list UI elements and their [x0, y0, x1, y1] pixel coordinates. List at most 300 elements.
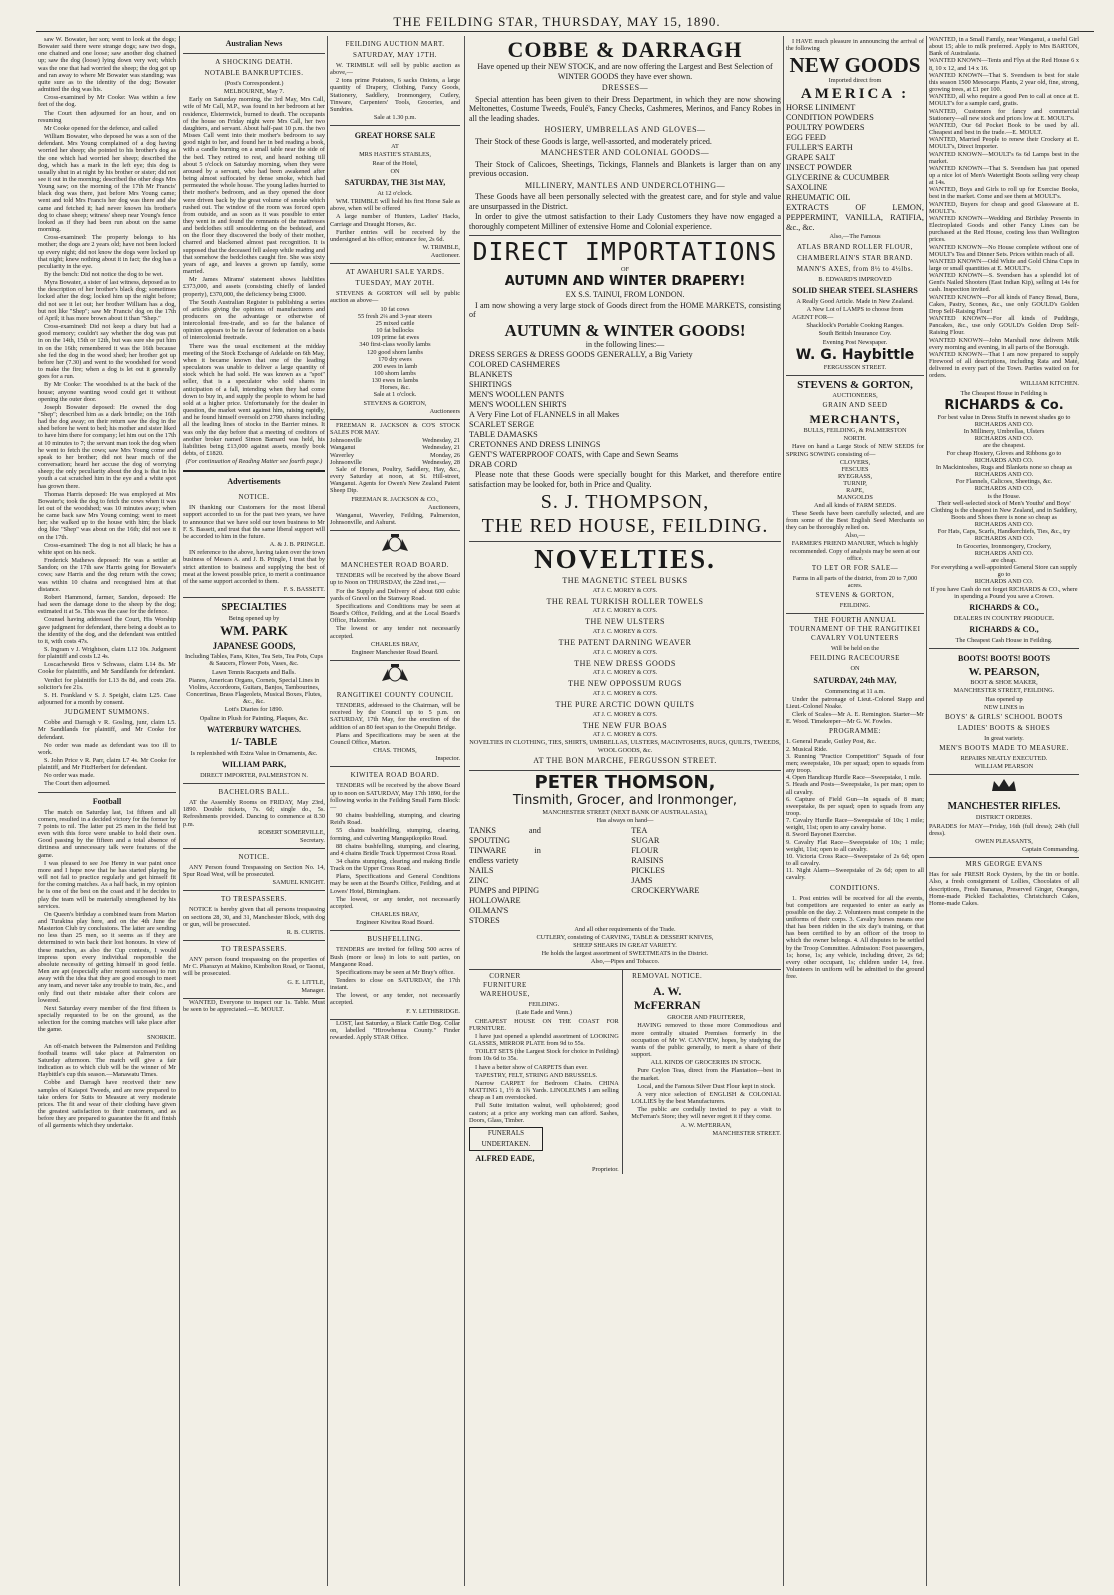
paragraph: S. Ingram v J. Wrightson, claim L12 10s. Judgment for plaintiff and costs L2 4s. — [38, 645, 176, 661]
stock-item: 170 dry ewes — [378, 355, 412, 363]
ad-signature: Auctioneers — [429, 407, 460, 415]
ad-text: PARADES for MAY—Friday, 16th (full dress); 24th (full dress). — [929, 822, 1079, 837]
goods-item: FLOUR — [631, 845, 659, 855]
ad-subheading: MANCHESTER AND COLONIAL GOODS— — [540, 148, 710, 157]
ad-signature: Manager. — [301, 986, 325, 994]
ad-name: W. PEARSON, — [968, 666, 1040, 679]
stock-item: 100 shorn lambs — [374, 370, 416, 377]
column-4-display-ads — [469, 36, 781, 1584]
novelty-seller: AT J. C. MOREY & CO'S. — [592, 670, 658, 677]
wanted-ad: WANTED, Boys and Girls to roll up for Exercise Books, best in the market. Come and see them at MOULT's. — [929, 186, 1079, 201]
ad-text: Further entries will be received by the undersigned at his office; entrance fee, 2s 6d. — [330, 228, 460, 243]
bottom-two-ads — [469, 970, 781, 1174]
ad-subheading: MANN'S AXES, from 8½ to 4½lbs. — [796, 264, 914, 273]
byline: SNORKIE. — [147, 1034, 176, 1042]
paragraph: Robert Hammond, farmer, Sandon, deposed: He had seen the damage done to the sheep by the dog; estimated it at 5s. This was the case for the defence. — [38, 593, 176, 616]
ad-text: DISTRICT ORDERS. — [975, 814, 1033, 822]
ad-subheading: SATURDAY, 24th MAY, — [813, 675, 897, 685]
dateline: MELBOURNE, May 7. — [223, 88, 285, 96]
ad-text: NORTH. — [843, 435, 867, 443]
programme-event: 2. Musical Ride. — [786, 745, 828, 753]
ad-text: The lowest, or any tender, not necessarily accepted. — [330, 992, 460, 1007]
coat-of-arms-icon — [330, 533, 460, 555]
ad-signature: CHARLES BRAY, — [371, 640, 419, 648]
goods-item: MEN'S WOOLLEN SHIRTS — [469, 400, 567, 410]
advert-trespassers — [183, 891, 325, 941]
coat-of-arms-icon — [330, 663, 460, 685]
sale-place: Waverley — [330, 451, 354, 459]
goods-item: SHIRTINGS — [469, 380, 512, 390]
crown-emblem-icon — [929, 777, 1079, 795]
ad-text: Commencing at 11 a.m. — [824, 687, 886, 695]
ad-text: He holds the largest assortment of SWEETMEATS in the District. — [541, 950, 709, 957]
ad-text: Will be held on the — [830, 645, 879, 653]
ad-text: Under the patronage of Lieut.-Colonel Stapp and Lieut.-Colonel Noake. — [786, 695, 924, 710]
ad-text: 55 chains bushfelling, stumping, clearing, forming, and culverting Mangapikopiko Road. — [330, 827, 460, 842]
ad-heading: KIWITEA ROAD BOARD. — [350, 771, 440, 780]
novelty-seller: AT J. C. MOREY & CO'S. — [592, 649, 658, 656]
goods-item: HORSE LINIMENT — [786, 103, 856, 113]
advert-specialties — [183, 598, 325, 784]
ad-text: Evening Post Newspaper. — [822, 338, 888, 346]
column-divider — [926, 36, 927, 1586]
ad-text: And all other requirements of the Trade. — [574, 925, 676, 933]
goods-item: ZINC — [469, 875, 489, 885]
ad-text: Pure Ceylon Teas, direct from the Plantation—best in the market. — [631, 1067, 781, 1082]
ad-text: 88 chains bushfelling, stumping, and clearing, and 4 chains Bridle Track Uppermost Cross Road. — [330, 842, 460, 857]
ad-subtitle: AUTUMN & WINTER GOODS! — [504, 320, 746, 340]
advert-rangitikei-council — [330, 687, 460, 767]
ad-signature: Captain Commanding. — [1021, 846, 1079, 854]
ad-text: CHEAPEST HOUSE ON THE COAST FOR FURNITURE. — [469, 1017, 619, 1032]
ad-subheading: SATURDAY, MAY 17TH. — [352, 51, 438, 59]
paragraph: By Mr Cooke: The woodshed is at the back of the house; anyone wanting wood could get it without opening the outer door. — [38, 381, 176, 403]
ad-text: Sale of Horses, Poultry, Saddlery, Hay, &c., every Saturday at noon, at St. Hill-street, Wanganui. Agents for Owen's New Zealand Patent Sheep Dip. — [330, 465, 460, 495]
paragraph: Early on Saturday morning, the 3rd May, Mrs Call, wife of Mr Call, M.P., was found in her bedroom at her residence, Elsternwick, burned to death. The occupants of the house on Friday night were Mrs Call, her two daughters, and servant. About half-past 10 p.m. the two Misses Call went into their mother's bedroom to say good night to her, and found her in bed reading a book, with a candle burning on a small table near the side of the bed. They retired to rest, and heard nothing till about 5 o'clock on Saturday morning, when they were aroused by a servant, who had been awakened after being almost suffocated by dense smoke, which had permeated the whole house. The young ladies hurried to their mother's bedroom, and as they opened the door were driven back by the great volume of smoke which rushed out. The window of the room was forced open from outside, and as soon as it was possible to enter they went in and found the remnants of the mattresses and bedclothes still smouldering on the bedstead, and on the floor they discovered the body of their mother, charred and blackened almost past recognition. It is supposed that the deceased fell asleep while reading and that somehow the bedclothes caught fire. She was sixty years of age, and leaves a grown up family, some married. — [183, 96, 325, 276]
ad-signature: STEVENS & GORTON, — [363, 399, 427, 407]
richards-line: RICHARDS AND CO. — [974, 471, 1034, 479]
ad-text: Pianos, American Organs, Cornets, Special Lines in Violins, Accordeons, Guitars, Banjos, Tambourines, Concertinas, Brass Flageolets, Musical Boxes, Flutes, &c., &c. — [186, 676, 322, 706]
goods-item: RHEUMATIC OIL — [786, 193, 851, 203]
programme-event: 9. Cavalry Flat Race—Sweepstake of 10s; 1 mile; weight, 11st; open to all cavalry. — [786, 838, 924, 853]
advert-kiwitea-road-board — [330, 767, 460, 931]
ad-title: DIRECT IMPORTATIONS — [472, 237, 778, 266]
ad-text: Sale at 1 o'clock. — [373, 391, 417, 399]
ad-text: Has always on hand— — [596, 817, 654, 825]
wanted-ad: WANTED, Married People to renew their Crockery at E. MOULT's, Direct Importer. — [929, 136, 1079, 151]
richards-line: For Flannels, Calicoes, Sheetings, &c. — [955, 478, 1053, 486]
column-divider — [327, 36, 328, 1586]
ad-text: Rear of the Hotel, — [372, 159, 418, 167]
masthead-rule — [36, 31, 1094, 32]
ad-text: 34 chains stumping, clearing and making Bridle Track on the Upper Cross Road. — [330, 857, 460, 873]
stock-item: Horses, &c. — [380, 384, 410, 392]
ad-text: WANTED, Everyone to inspect our 1s. Table. Must be seen to be appreciated.—E. MOULT. — [183, 998, 325, 1013]
ad-text: TAPESTRY, FELT, STRING AND BRUSSELS. — [475, 1071, 598, 1079]
ad-text: SHEEP SHEARS IN GREAT VARIETY. — [573, 941, 677, 949]
masthead: THE FEILDING STAR, THURSDAY, MAY 15, 1890. — [393, 14, 721, 29]
novelty-seller: AT J. C. MOREY & CO'S. — [592, 711, 658, 718]
goods-list — [469, 350, 781, 470]
paragraph: The Court then adjourned for an hour, and on resuming — [38, 109, 176, 124]
paragraph: The Court then adjourned. — [44, 780, 111, 788]
goods-item: JAMS — [631, 875, 653, 885]
ad-signature: W. TRIMBLE, — [422, 243, 460, 251]
goods-item: BLANKETS — [469, 370, 513, 380]
goods-item: PUMPS and PIPING — [469, 885, 540, 895]
ad-text: FARMER'S FRIEND MANURE, Which is highly recommended. Copy of analysis may be seen at our office. — [790, 540, 920, 562]
ad-name: A. W. McFERRAN — [633, 984, 701, 1013]
wanted-ad: WANTED KNOWN—John Marshall now delivers Milk every morning and evening, in all parts of the Borough. — [929, 336, 1079, 351]
paragraph: Thomas Harris deposed: He was employed at Mrs Bowater's; took the dog to fetch the cows when it was let out of the woodshed; was 10 minutes away; when he came back saw Mrs Young coming; went to meet her; she walked up to the house with him; the black dog like "Shep" was about on the 16th; did not see it on the 17th. — [38, 490, 176, 541]
ad-signature: MANCHESTER STREET. — [712, 1129, 781, 1137]
goods-item: SUGAR — [631, 835, 660, 845]
stock-list — [330, 306, 460, 392]
advert-manchester-road-board — [330, 557, 460, 661]
goods-item: OILMAN'S STORES — [469, 905, 509, 925]
column-divider — [464, 36, 465, 1586]
goods-item: PICKLES — [631, 865, 665, 875]
ad-text: BULLS, FEILDING, & PALMERSTON — [803, 427, 907, 435]
ad-heading: NOTICE. — [238, 493, 270, 502]
novelties-list — [469, 576, 781, 739]
advert-bushfelling — [330, 931, 460, 1019]
ad-signature: Engineer Kiwitea Road Board. — [356, 919, 434, 927]
goods-item: GRAPE SALT — [786, 153, 836, 163]
goods-item: FULLER'S EARTH — [786, 143, 853, 153]
novelty-item: THE NEW ULSTERS — [585, 617, 665, 627]
ad-text: Also,— — [845, 532, 865, 540]
goods-item: CRETONNES AND DRESS LININGS — [469, 440, 601, 450]
novelty-seller: AT J. C. MOREY & CO'S. — [592, 608, 658, 615]
ad-title: COBBE & DARRAGH — [507, 37, 743, 62]
ad-text: Has opened up — [985, 695, 1023, 703]
advert-richards — [929, 388, 1079, 650]
seed-item: MANGOLDS — [837, 494, 873, 502]
ad-text: ANY person found trespassing on the properties of Mr C. Pharazyn at Makino, Kimbolton Road, or Taonui, will be prosecuted. — [183, 956, 325, 978]
section-heading: Football — [92, 796, 122, 806]
richards-line: If you have Cash do not forget RICHARDS & CO., where in spending a Pound you save a Crown. — [930, 585, 1078, 600]
ad-text: Sale at 1.30 p.m. — [373, 114, 417, 122]
wanted-ad: WANTED, Buyers for cheap and good Glassware at E. MOULT's. — [929, 200, 1079, 215]
advert-mcferran — [631, 970, 781, 1174]
novelty-seller: AT J. C. MOREY & CO'S. — [592, 732, 658, 739]
ad-text: Clerk of Scales—Mr A. E. Remington. Starter—Mr E. Wood. Timekeeper—Mr G. W. Fowles. — [786, 711, 924, 726]
ad-heading: CORNER FURNITURE WAREHOUSE, — [479, 972, 530, 999]
continuation-note: (For continuation of Reading Matter see fourth page.) — [185, 458, 323, 466]
ad-text: BOOT & SHOE MAKER, — [970, 679, 1038, 687]
ad-text: These Seeds have been carefully selected, and are from some of the Best English Seed Merchants so they can be thoroughly relied on. — [786, 509, 924, 532]
ad-name: RICHARDS & CO., — [969, 602, 1039, 612]
paragraph: Counsel having addressed the Court, His Worship gave judgment for defendant, there being a doubt as to the identity of the dog, and the defendant was entitled to it, with costs 47s. — [38, 616, 176, 645]
goods-item: EXTRACTS OF LEMON, PEPPERMINT, VANILLA, RATIFIA, &c., &c. — [786, 203, 924, 233]
ad-signature: WILLIAM KITCHEN. — [1020, 379, 1079, 387]
ad-text: A New Lot of LAMPS to choose from — [806, 305, 904, 313]
ad-signature: Auctioneer. — [430, 252, 460, 260]
divider — [38, 792, 176, 793]
ad-text: Has for sale FRESH Rock Oysters, by the tin or bottle. Also, a fresh consignment of Lollies, Chocolates of all descriptions, Fresh Bananas, Preserved Ginger, Oranges, Home-made Pickled Eschalottes, Christchurch Cakes, Home-made Cakes. — [929, 871, 1079, 907]
ad-heading: FEILDING AUCTION MART. — [345, 40, 445, 48]
sale-place: Wanganui — [330, 444, 356, 452]
paragraph: There was the usual excitement at the midday meeting of the Stock Exchange of Adelaide on 6th May, when it became known that one of the leading speculators was unable to deliver a large quantity of stock which he had sold. He was known as a "spot" seller, that is a speculator who sold shares in anticipation of a fall, intending when they had come down to buy in, and supply the people to whom he had sold at a higher price. Unfortunately for the dealer in question, the market went against him, raising rapidly, and he found himself oversold on 2790 shares including all the leading lines of stocks in the Barrier mines. It was only the day before that a meeting of creditors of another broker named Simon Barnard was held, his liabilities being £13,000 against assets, mostly book debts, of £1820. — [183, 342, 325, 457]
ad-text: TENDERS will be received by the above Board up to noon on SATURDAY, May 17th 1890, for the following works in the Feilding Small Farm Block:— — [330, 782, 460, 811]
ad-text: Please note that these Goods were specially bought for this Market, and therefore entire satisfaction may be looked for, both in Price and Quality. — [469, 470, 781, 489]
ad-text: Tenders to close on SATURDAY, the 17th instant. — [330, 977, 460, 992]
ad-heading: BUSHFELLING. — [367, 935, 423, 944]
paragraph: The match on Saturday last, 1st fifteen and all comers, resulted in a decided victory for the former by 7 points to nil. The latter put 25 men in the field but even with this force were unable to hold their own. Good passing by the fifteen and a total absence of dirtiness and unnecessary talk were features of the game. — [38, 808, 176, 859]
richards-line: Their well-selected stock of Men's Youths' and Boys' Clothing is the cheapest in New Zealand, and in Saddlery, Boots and Shoes there is none so cheap as — [931, 499, 1077, 521]
ad-heading: 1/- TABLE — [230, 736, 278, 748]
paragraph: Myra Bowater, a sister of last witness, deposed as to the description of her brother's black dog; sometimes locked after the dog; locked him up the night before; did not see it let out; her brother William has a dog, but not like "Shep"; saw Mr Francis' dog on the 17th of April; it has more brown about it than "Shep." — [38, 279, 176, 322]
ad-text: LOST, last Saturday, a Black Cattle Dog. Collar on, labelled "Hirowhenua County." Finder rewarded. Apply STAR Office. — [330, 1019, 460, 1042]
ad-text: ANY Person found Trespassing on Section No. 14, Spur Road West, will be prosecuted. — [183, 863, 325, 879]
richards-lines — [929, 414, 1079, 600]
ad-signature: A. W. McFERRAN, — [680, 1121, 732, 1129]
ad-text: (Late Eade and Venn.) — [515, 1009, 572, 1017]
sale-place: Johnsonville — [330, 458, 362, 466]
novelty-seller: AT J. C. MOREY & CO'S. — [592, 628, 658, 635]
ad-title: NOVELTIES. — [534, 544, 716, 575]
paragraph: By the bench: Did not notice the dog to be wet. — [44, 271, 164, 278]
ad-text: W. TRIMBLE will sell by public auction as above,— — [330, 62, 460, 77]
wanted-ad: WANTED, all who require a good Pen to call at once at E. MOULT's for a sample card, gratis. — [929, 93, 1079, 108]
advert-freeman-jackson — [330, 420, 460, 531]
ad-text: Have opened up their NEW STOCK, and are now offering the Largest and Best Selection of WINTER GOODS they have ever shown. — [477, 62, 773, 81]
ad-heading: TO TRESPASSERS. — [220, 945, 288, 954]
ad-signature: G. E. LITTLE, — [287, 978, 325, 986]
wanted-ad: WANTED, in a Small Family, near Wanganui, a useful Girl about 15; able to milk preferred. Apply to Mrs BARTON, Bank of Australasia. — [929, 36, 1079, 58]
paragraph: No order was made. — [44, 772, 95, 780]
ad-text: Specifications and Conditions may be seen at Board's Office, Feilding, and at the Local Board's Office, Halcombe. — [330, 602, 460, 625]
stock-item: 340 first-class woolly lambs — [359, 341, 431, 349]
ad-heading: SPECIALTIES — [221, 602, 287, 614]
ad-text: TOILET SETS (the Largest Stock for choice in Feilding) from 10s 6d to 35s. — [469, 1048, 619, 1063]
section-heading: Australian News — [225, 39, 283, 48]
paragraph: Cross-examined: The dog is not all black; he has a white spot on his neck. — [38, 541, 176, 556]
paragraph: Cross-examined: Did not keep a diary but had a good memory; couldn't say whether the dog was put in on the 14th, 15th or 12th, but was sure she put him in on the 16th; remembered it was the 16th because she fed the dog in the wood shed; her brother got up before her (7.30) and went to the woodshed for wood to make the fire; when a dog is let out it generally goes for a run. — [38, 323, 176, 381]
novelty-item: THE PURE ARCTIC DOWN QUILTS — [555, 700, 695, 710]
ad-text: For the Supply and Delivery of about 600 cubic yards of Gravel on the Stanway Road. — [330, 587, 460, 602]
advert-trespassers — [183, 941, 325, 999]
ad-subheading: BOYS' & GIRLS' SCHOOL BOOTS — [944, 712, 1064, 721]
advert-cavalry-tournament — [786, 616, 924, 980]
wanted-ad: WANTED KNOWN—Wedding and Birthday Presents in Electroplated Goods and other Fancy Lines can be purchased at the Red House, costing less than Wellington prices. — [929, 214, 1079, 244]
wanted-ad: WANTED KNOWN—MOULT's 6s 6d Lamps best in the market. — [929, 150, 1079, 165]
ad-boxed-heading: FUNERALS UNDERTAKEN. — [469, 1127, 543, 1151]
novelty-item: THE MAGNETIC STEEL BUSKS — [562, 576, 688, 586]
byline: (Post's Correspondent.) — [224, 80, 284, 87]
sale-date-row — [330, 444, 460, 451]
wanted-ad: WANTED KNOWN—For all kinds of Puddings, Pancakes, &c., use only GOULD's Golden Drop Self-Raising Flour. — [929, 315, 1079, 337]
ad-text: In great variety. — [984, 734, 1024, 742]
wanted-ad: WANTED, Our 6d Pocket Book to be used by all. Cheapest and best in the trade.—E. MOULT. — [929, 121, 1079, 137]
ad-heading: MANCHESTER ROAD BOARD. — [340, 561, 450, 570]
programme-event: 1. General Parade, Guiley Post, &c. — [786, 738, 877, 746]
ad-text: B. EDWARD'S IMPROVED — [818, 275, 892, 283]
ad-heading: BACHELORS BALL. — [218, 788, 290, 797]
ad-heading: AT AWAHURI SALE YARDS. — [345, 268, 445, 277]
stock-item: 55 fresh 2¼ and 3-year steers — [357, 312, 433, 320]
paragraph: Cobbe and Darragh v R. Gosling, junr, claim L5. Mr Sandilands for plaintiff, and Mr Cooke for defendant. — [38, 719, 176, 741]
ad-text: CUTLERY, consisting of CARVING, TABLE & DESSERT KNIVES, — [536, 933, 714, 941]
ad-text: A large number of Hunters, Ladies' Hacks, Carriage and Draught Horses, &c. — [330, 213, 460, 228]
ad-text: The lowest or any tender not necessarily accepted. — [330, 625, 460, 640]
ad-text: MRS HASTIE'S STABLES, — [359, 151, 431, 159]
goods-item: TINWARE in endless variety — [469, 845, 541, 865]
goods-item: COLORED CASHMERES — [469, 360, 561, 370]
ad-text: Opaline in Plush for Painting, Plaques, &c. — [199, 714, 309, 722]
advert-cobbe-darragh — [469, 36, 781, 236]
novelty-item: THE NEW FUR BOAS — [582, 720, 668, 730]
section-heading: Advertisements — [227, 477, 281, 487]
stock-item: 120 good shorn lambs — [367, 348, 423, 356]
novelty-seller: AT J. C. MOREY & CO'S. — [592, 587, 658, 594]
advert-rifles — [929, 797, 1079, 858]
ad-text: STEVENS & GORTON will sell by public auction as above— — [330, 290, 460, 305]
programme-event: 5. Heads and Posts—Sweepstake, 1s per man; open to all cavalry. — [786, 781, 924, 796]
ad-text: AGENT FOR— — [792, 314, 834, 322]
ad-text: Being opened up by — [228, 615, 280, 623]
seed-list — [786, 459, 924, 502]
ad-subtitle: AUTUMN AND WINTER DRAPERY! — [504, 274, 746, 290]
paragraph: Mr James Mirams' statement shows liabilities £373,000, and assets (consisting chiefly of landed property), £370,000, the deficiency being £3000. — [183, 276, 325, 298]
ad-text: 2 tons prime Potatoes, 6 sacks Onions, a large quantity of Drapery, Clothing, Fancy Goods, Stationery, Saddlery, Ironmongery, Cutlery, Tinware, Carpenters' Tools, Groceries, and Sundries. — [330, 77, 460, 113]
ad-text: HAVING removed to those more Commodious and more centrally situated Premises formerly in the occupation of Mr W. CANVIEW, hopes, by studying the wants of the public generally, to merit a share of their support. — [631, 1022, 781, 1059]
ad-text: FEILDING. — [528, 1001, 560, 1009]
paragraph: Loscachewski Bros v Schwass, claim L14 8s. Mr Cooke for plaintiffs, and Mr Sandilands for defendant. — [38, 661, 176, 676]
ad-text: Narrow CARPET for Bedroom Chairs. CHINA MATTING 1, 1½ & 1¾ Yards. LINOLEUMS I am selling cheap as I am overstocked. — [469, 1079, 619, 1102]
ad-text: I have a better show of CARPETS than ever. — [475, 1063, 588, 1071]
ad-subheading: MILLINERY, MANTLES AND UNDERCLOTHING— — [524, 180, 726, 190]
sale-date-row — [330, 437, 460, 444]
richards-line: RICHARDS AND CO. — [974, 549, 1034, 557]
ad-text: TENDERS will be received by the above Board up to Noon on THURSDAY, the 22nd inst.,— — [330, 572, 460, 587]
programme-event: 8. Sword Bayonet Exercise. — [786, 831, 857, 839]
ad-text: FERGUSSON STREET. — [823, 363, 887, 371]
goods-item: NAILS — [469, 865, 494, 875]
ad-text: Their Stock of Calicoes, Sheetings, Tickings, Flannels and Blankets is larger than on any previous occasion. — [469, 159, 781, 178]
richards-line: RICHARDS AND CO. — [974, 456, 1034, 464]
ad-title: NEW GOODS — [789, 53, 921, 78]
ad-heading: JAPANESE GOODS, — [212, 641, 296, 652]
paragraph: Joseph Bowater deposed: He owned the dog "Shep"; described him as a dark brindle; on the 16th had the dog away; on their return saw the dog in the shed before he went to bed; his mother and sister liked to have him there for company; let him out on the 17th at 10 minutes to 7; the servant man took the dog when he went to fetch the cows; saw Mrs Young come and speak to her brother; did not hear much of the conversation; heard her accuse the dog of worrying sheep; the only peculiarity about the dog is that in his youth a cat scratched him in the eye and a white spot has grown there. — [38, 403, 176, 490]
column-2-news-and-ads — [183, 36, 325, 1584]
goods-item: TABLE DAMASKS — [469, 430, 538, 440]
ad-text: ON — [850, 665, 860, 673]
ad-text: These Goods have all been personally selected with the greatest care, and for style and value are unsurpassed in the District. — [469, 192, 781, 211]
ad-name: WM. PARK — [220, 623, 288, 639]
ad-name: THE RED HOUSE, FEILDING. — [481, 515, 769, 538]
richards-line: RICHARDS AND CO. — [974, 535, 1034, 543]
advert-novelties — [469, 542, 781, 771]
ad-subheading: FEILDING RACECOURSE — [810, 654, 900, 663]
ad-subheading: MEN'S BOOTS MADE TO MEASURE. — [939, 743, 1069, 752]
ad-text: OF — [620, 266, 630, 273]
ad-text: TENDERS are invited for felling 500 acres of Bush (more or less) in lots to suit parties, on Mangaone Road. — [330, 946, 460, 968]
divider — [183, 470, 325, 472]
advert-stevens-gorton — [786, 376, 924, 614]
advert-new-goods — [786, 36, 924, 376]
wanted-ad: WANTED KNOWN—That S. Svendsen is best for stale this season 1500 Mesocarps Plants, 2 year old, fine, strong, growing trees, at £1 per 100. — [929, 71, 1079, 94]
ad-signature: Secretary. — [300, 836, 325, 844]
ad-text: South British Insurance Coy. — [818, 330, 892, 338]
richards-line: RICHARDS AND CO. — [974, 435, 1034, 443]
wanted-ad: WANTED KNOWN—Odd White and Gold China Cups in large or small quantities at E. MOULT's. — [929, 257, 1079, 272]
ad-subheading: TO LET OR FOR SALE— — [811, 563, 899, 572]
goods-item: POULTRY POWDERS — [786, 123, 865, 133]
article-heading: NOTABLE BANKRUPTCIES. — [204, 69, 304, 77]
ad-signature: FREEMAN R. JACKSON & CO., — [351, 495, 439, 503]
ad-heading: RANGITIKEI COUNTY COUNCIL — [336, 691, 454, 700]
ad-text: Also,—The Famous — [829, 233, 881, 241]
goods-item: TANKS and SPOUTING — [469, 825, 541, 845]
ad-text: Plans, Specifications and General Conditions may be seen at the Board's Office, Feilding, and at Lowes' Hotel, Birmingham. — [330, 873, 460, 895]
wanted-ad: WANTED KNOWN—No House complete without one of MOULT's Tea and Dinner Sets. Prices within reach of all. — [929, 243, 1079, 258]
ad-text: ALL KINDS OF GROCERIES IN STOCK. — [650, 1059, 762, 1067]
divider — [183, 53, 325, 54]
ad-title: PETER THOMSON, — [534, 772, 716, 794]
wanted-ad: WANTED KNOWN—That S. Svendsen has just opened up a nice lot of Men's Watertight Boots selling very cheap at 14s. — [929, 164, 1079, 187]
ad-subheading: CONDITIONS. — [829, 883, 881, 892]
ad-signature: R. B. CURTIS. — [286, 928, 325, 936]
richards-line: RICHARDS AND CO. — [974, 420, 1034, 428]
ad-text: Lawn Tennis Racquets and Balls. — [212, 668, 296, 676]
ad-heading: MRS GEORGE EVANS — [965, 860, 1043, 869]
ad-text: TENDERS, addressed to the Chairman, will be received by the Council up to 5 p.m. on SATURDAY, 17th May, for the erection of the addition of an 80 feet span to the Onepuhi Bridge. — [330, 702, 460, 731]
richards-line: RICHARDS AND CO. — [974, 485, 1034, 493]
ad-heading: MANCHESTER RIFLES. — [947, 801, 1061, 813]
richards-line: are cheap. — [991, 556, 1017, 564]
programme-event: 11. Night Alarm—Sweepstake of 2s 6d; open to all cavalry. — [786, 867, 924, 882]
ad-signature: WILLIAM PEARSON — [974, 763, 1034, 771]
goods-item: SCARLET SERGE — [469, 420, 535, 430]
ad-subtitle: MERCHANTS, — [809, 412, 901, 427]
ad-text: Full Suite imitation walnut, well upholstered; good castors; at a price any working man can afford. Sashes, Doors, Glass, Timber. — [469, 1102, 619, 1124]
ad-text: The public are cordially invited to pay a visit to McFerran's Store; they will never regret it if they come. — [631, 1106, 781, 1121]
advert-horse-sale — [330, 126, 460, 264]
ad-text: AT the Assembly Rooms on FRIDAY, May 23rd, 1890. Double tickets, 7s. 6d; single do., 5s. Refreshments provided. Dancing to commence at 8.30 p.m. — [183, 799, 325, 828]
paragraph: S. H. Frankland v S. J. Speight, claim L25. Case adjourned for a month by consent. — [38, 691, 176, 707]
column-6-ads — [929, 36, 1079, 1584]
goods-item: CONDITION POWDERS — [786, 113, 874, 123]
richards-line: RICHARDS AND CO. — [974, 521, 1034, 529]
paragraph: William Bowater, who deposed he was a son of the defendant. Mrs Young complained of a dog having worried her sheep; she pointed to his brother's dog as the one which had worried her sheep; described the dog, which has a mark in the left eye; this dog is usually shut in at night by his brother or sister; did not see it out in the morning; described the other dogs Mrs Young saw; on the morning of the 17th Mr Francis' black dog was there, just before Mrs Young came; went and told Mrs Francis her dog was there and she came and fetched it; had never known his brother's dog to chase sheep; witness' sheep near Young's fence looked as if they had been run about on the same morning. — [38, 133, 176, 234]
paragraph: saw W. Bowater, her son; went to look at the dogs; Bowater said there were strange dogs; saw two dogs, one chained and one loose; saw another dog chained up; saw the dog (loose) lying down very wet; which was the one that had worried the sheep; the dog got up and ran away to where Mr Bowater was standing; was quite sure as to the identity of the dog; Bowater admitted the dog was his. — [38, 36, 176, 94]
ad-text: AUCTIONEERS, — [832, 391, 878, 399]
ad-text: GROCER AND FRUITERER, — [667, 1014, 746, 1022]
ad-text: I have just opened a splendid assortment of LOOKING GLASSES, MIRROR PLATE from 9d to 55s. — [469, 1032, 619, 1048]
sale-dates-list — [330, 437, 460, 466]
paragraph: S. John Price v R. Parr, claim L7 4s. Mr Cooke for plaintiff, and Mr FitzHerbert for defendant. — [38, 757, 176, 772]
goods-item: DRAB CORD — [469, 460, 518, 470]
programme-event: 6. Capture of Field Gun—In squads of 8 man; sweepstake, 8s per squad; open to squads from any troop. — [786, 795, 924, 817]
sale-date-row — [330, 452, 460, 459]
advert-peter-thomson — [469, 771, 781, 970]
ad-text: At 12 o'clock. — [377, 189, 413, 197]
ad-subheading: DRESSES— — [601, 83, 649, 92]
ad-name: S. J. THOMPSON, — [540, 491, 710, 514]
seed-item: RAPE, — [846, 487, 864, 495]
ad-text: I am now showing a very large stock of Goods direct from the HOME MARKETS, consisting of — [469, 300, 781, 320]
ad-name: ALFRED EADE, — [475, 1153, 535, 1163]
ad-text: A Really Good Article. Made in New Zealand. — [796, 297, 914, 305]
ad-text: ON — [390, 167, 400, 175]
stock-item: 25 mixed cattle — [375, 319, 415, 327]
ad-signature: F. S. BASSETT. — [283, 586, 325, 593]
goods-item: A Very Fine Lot of FLANNELS in all Makes — [469, 410, 620, 420]
ad-name: W. G. Haybittle — [795, 346, 915, 363]
ad-text: Farms in all parts of the district, from 20 to 7,000 acres. — [792, 574, 918, 589]
